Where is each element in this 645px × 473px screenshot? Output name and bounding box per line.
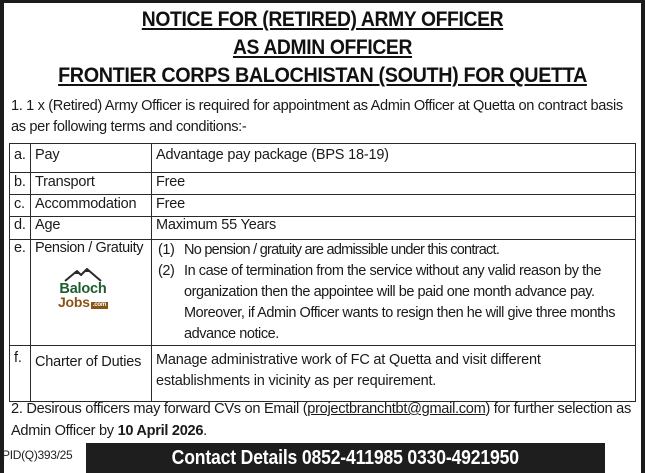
pid-number: PID(Q)393/25 — [2, 448, 73, 462]
row-index: d. — [10, 217, 31, 240]
title-line-1: NOTICE FOR (RETIRED) ARMY OFFICER — [141, 8, 504, 31]
table-row — [10, 173, 636, 195]
application-paragraph — [11, 398, 641, 442]
row-index: e. — [10, 240, 31, 346]
row-value: Manage administrative work of FC at Quetta and visit different establishments in vicinity as per requirement. — [152, 346, 636, 402]
logo-text-jobs: Jobs .com — [57, 294, 107, 310]
point-number: (2) — [158, 263, 175, 279]
para2-prefix: 2. Desirous officers may forward CVs on Email ( — [11, 401, 308, 417]
row-label: Charter of Duties — [31, 346, 152, 402]
logo-text-baloch: Baloch — [59, 281, 107, 297]
watermark-logo — [51, 268, 115, 309]
contact-bar — [86, 443, 605, 473]
table-row — [10, 240, 636, 346]
point-number: (1) — [158, 242, 175, 258]
row-label: Transport — [31, 173, 152, 195]
table-row — [10, 346, 636, 402]
mountain-icon — [63, 268, 103, 282]
point-text: In case of termination from the service without any valid reason by the organization then the appointee will be paid one month advance pay. Moreover, if Admin Officer wants to resign then he will give three months advance notice. — [184, 263, 616, 342]
row-value: Free — [152, 173, 636, 195]
intro-paragraph: 1. 1 x (Retired) Army Officer is required for appointment as Admin Officer at Quetta on contract basis as per following terms and conditions:- — [11, 98, 623, 135]
point-text: No pension / gratuity are admissible under this contract. — [184, 242, 500, 258]
row-value — [152, 240, 636, 346]
row-value: Advantage pay package (BPS 18-19) — [152, 144, 636, 173]
row-index: c. — [10, 195, 31, 217]
pension-point-1 — [156, 240, 631, 261]
para2-middle: ) for further selection as Admin Officer by — [11, 401, 631, 439]
table-row — [10, 195, 636, 217]
contact-details: Contact Details 0852-411985 0330-4921950 — [171, 447, 520, 469]
row-value: Maximum 55 Years — [152, 217, 636, 240]
logo-suffix: .com — [92, 302, 107, 308]
email-link[interactable]: projectbranchtbt@gmail.com — [307, 401, 486, 417]
row-index: b. — [10, 173, 31, 195]
row-label: Age — [31, 217, 152, 240]
row-index: f. — [10, 346, 31, 402]
row-index: a. — [10, 144, 31, 173]
row-label: Pay — [31, 144, 152, 173]
title-line-3: FRONTIER CORPS BALOCHISTAN (SOUTH) FOR QUETTA — [58, 63, 587, 87]
table-row — [10, 144, 636, 173]
pension-point-2 — [156, 261, 631, 345]
title-line-2: AS ADMIN OFFICER — [232, 36, 413, 59]
para2-suffix: . — [203, 423, 207, 439]
deadline-date: 10 April 2026 — [117, 423, 204, 439]
row-label-cell — [31, 240, 152, 346]
row-label: Accommodation — [31, 195, 152, 217]
row-value: Free — [152, 195, 636, 217]
row-label: Pension / Gratuity — [35, 240, 144, 256]
table-row — [10, 217, 636, 240]
terms-table — [9, 143, 636, 402]
